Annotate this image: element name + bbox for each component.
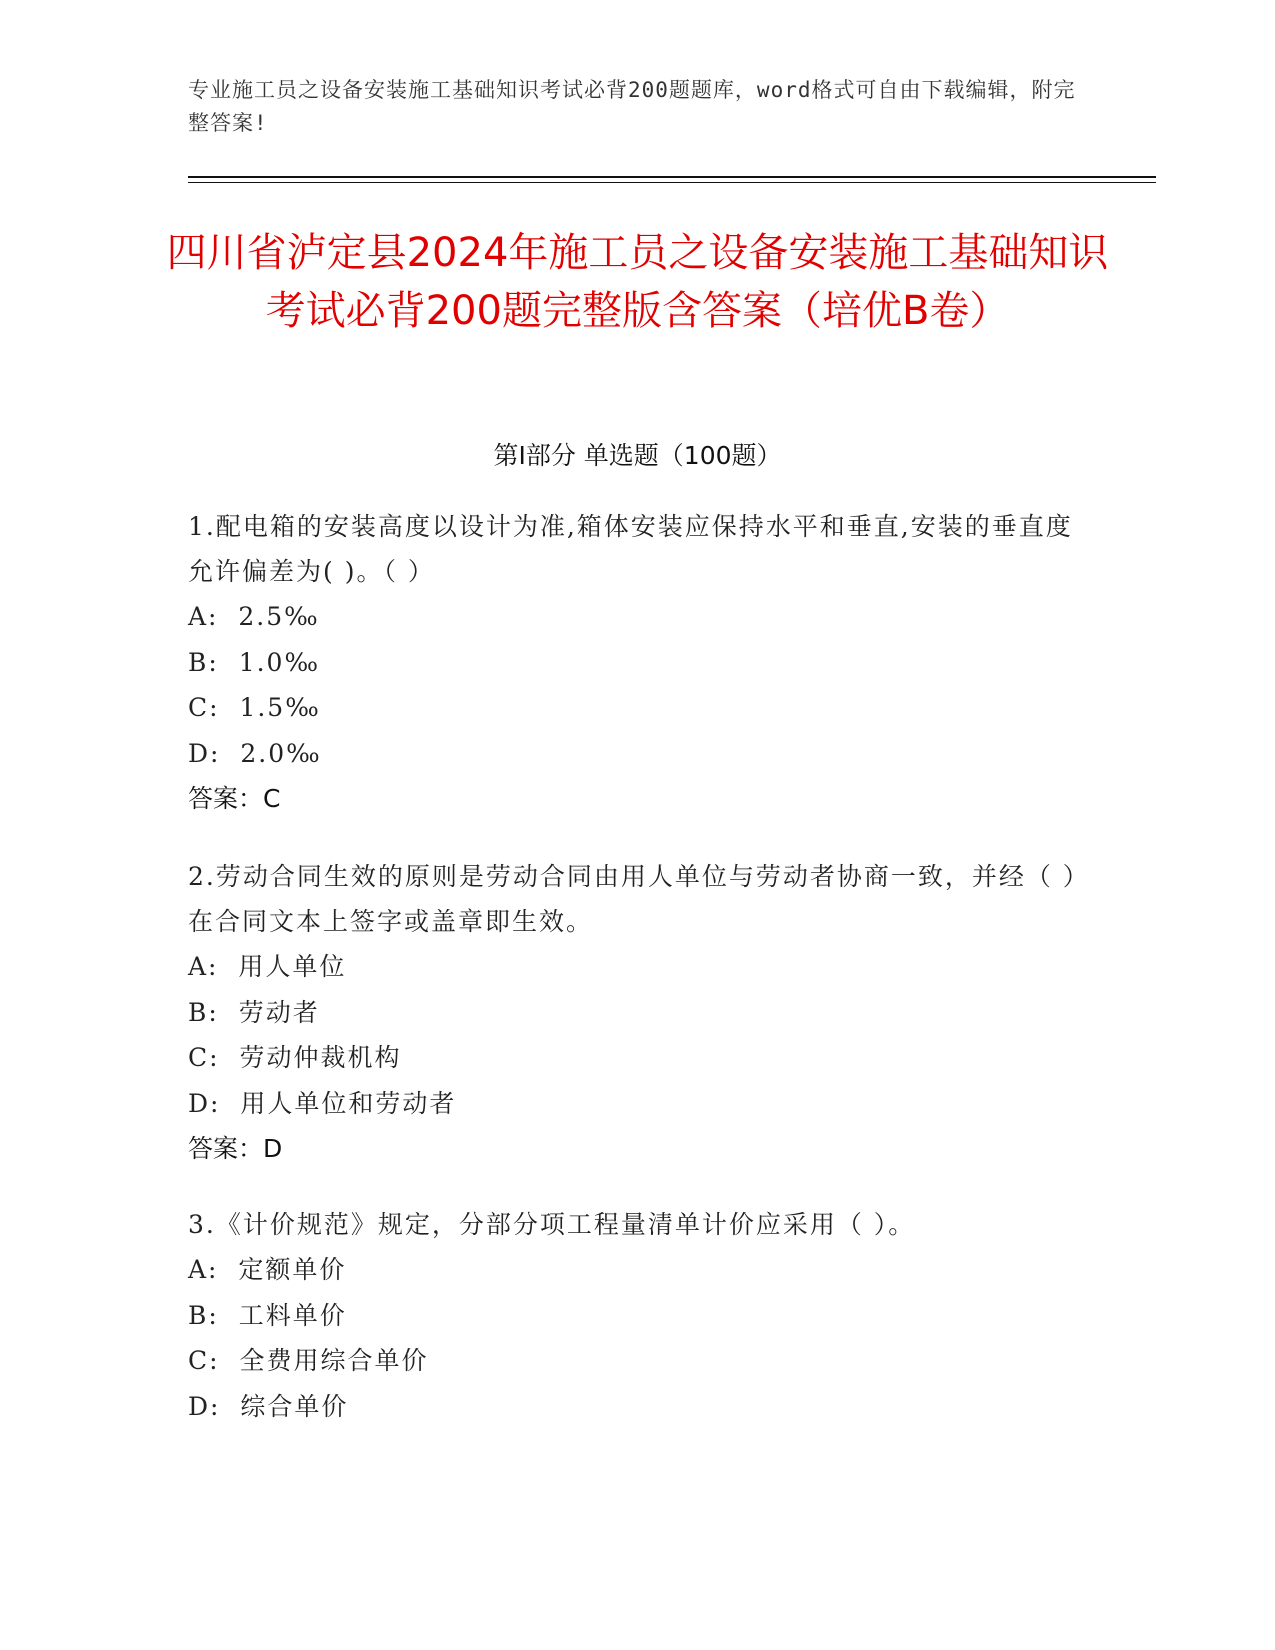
option-a: A: 用人单位 <box>188 952 347 981</box>
answer-line: 答案：D <box>188 1134 283 1163</box>
option-d: D: 2.0‰ <box>188 738 322 768</box>
question-stem: 2.劳动合同生效的原则是劳动合同由用人单位与劳动者协商一致，并经（ ）在合同文本上签字或盖章即生效。 <box>188 862 1078 936</box>
option-a: A: 2.5‰ <box>188 602 320 631</box>
document-title: 四川省泸定县2024年施工员之设备安装施工基础知识考试必背200题完整版含答案（培优B卷） <box>166 230 1109 334</box>
question-stem: 3.《计价规范》规定，分部分项工程量清单计价应采用（ ）。 <box>188 1210 916 1239</box>
option-c: C: 劳动仲裁机构 <box>188 1043 402 1072</box>
question-stem: 1.配电箱的安装高度以设计为准,箱体安装应保持水平和垂直,安装的垂直度允许偏差为( )。（ ） <box>188 512 1073 586</box>
option-c: C: 全费用综合单价 <box>188 1346 429 1375</box>
option-b: B: 1.0‰ <box>188 647 320 677</box>
option-c: C: 1.5‰ <box>188 693 321 722</box>
option-b: B: 工料单价 <box>188 1300 347 1330</box>
answer-line: 答案：C <box>188 784 281 813</box>
option-d: D: 用人单位和劳动者 <box>188 1088 457 1118</box>
header-note: 专业施工员之设备安装施工基础知识考试必背200题题库，word格式可自由下载编辑，附完整答案! <box>188 78 1076 135</box>
option-b: B: 劳动者 <box>188 997 320 1027</box>
question-2 <box>188 854 1088 1171</box>
option-a: A: 定额单价 <box>188 1255 347 1284</box>
section-heading: 第Ⅰ部分 单选题（100题） <box>493 441 782 470</box>
question-1 <box>188 504 1088 821</box>
question-3 <box>188 1202 1088 1429</box>
header-divider-thin <box>188 182 1156 183</box>
option-d: D: 综合单价 <box>188 1391 349 1421</box>
header-divider-thick <box>188 176 1156 178</box>
